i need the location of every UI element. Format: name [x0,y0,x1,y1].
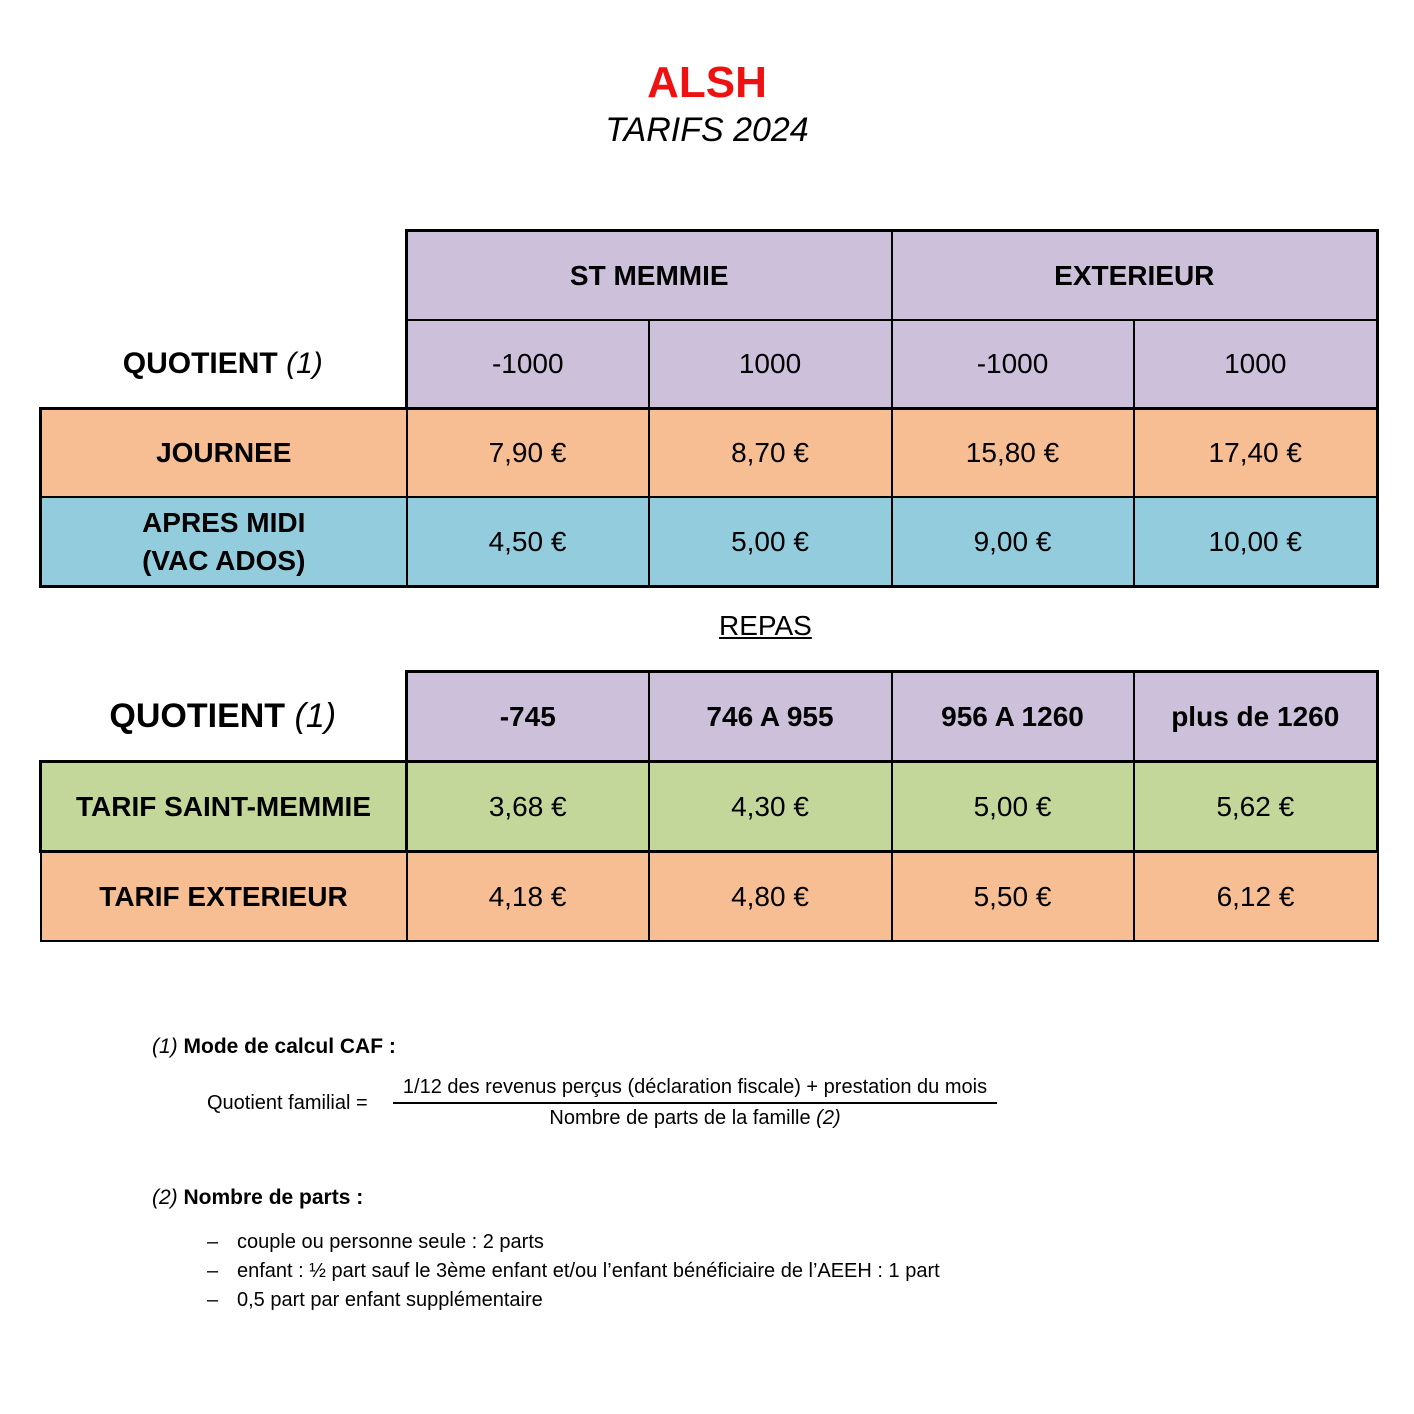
bullet-dash: – [207,1231,219,1253]
formula-fraction-bar [393,1102,997,1104]
table-cell: 9,00 € [892,497,1134,587]
quotient-label-text: QUOTIENT [122,346,278,380]
subcol-header: 1000 [649,320,892,409]
formula-denominator-text: Nombre de parts de la famille [549,1107,811,1129]
note-1-title: Mode de calcul CAF : [183,1035,396,1058]
col-header: 746 A 955 [649,672,892,762]
col-header: -745 [407,672,649,762]
quotient-label-ref: (1) [294,696,337,735]
list-item [207,1229,940,1258]
table-corner [41,231,407,321]
table-cell: 3,68 € [407,762,649,852]
subcol-header: -1000 [892,320,1134,409]
table-cell: 17,40 € [1134,409,1378,498]
page-title: ALSH [647,58,767,107]
formula-denominator-ref: (2) [816,1107,841,1129]
table-cell: 5,62 € [1134,762,1378,852]
list-item-text: enfant : ½ part sauf le 3ème enfant et/ou l’enfant bénéficiaire de l’AEEH : 1 part [237,1260,940,1282]
table-cell: 4,18 € [407,852,649,942]
row-label-line: APRES MIDI [142,506,306,538]
table-cell: 15,80 € [892,409,1134,498]
quotient-label-text: QUOTIENT [109,696,286,735]
bullet-dash: – [207,1289,219,1311]
note-2-title: Nombre de parts : [183,1186,364,1209]
table-cell: 4,50 € [407,497,649,587]
note-2-ref: (2) [152,1186,178,1209]
page-subtitle: TARIFS 2024 [605,111,809,149]
parts-list [207,1229,940,1316]
subcol-header: 1000 [1134,320,1378,409]
table-cell: 4,80 € [649,852,892,942]
note-1-heading [152,1035,396,1059]
row-label-apres-midi [41,497,407,587]
table-cell: 4,30 € [649,762,892,852]
note-1-ref: (1) [152,1035,178,1058]
quotient-label [41,320,407,409]
table-cell: 5,00 € [649,497,892,587]
list-item-text: couple ou personne seule : 2 parts [237,1231,544,1253]
row-label-journee: JOURNEE [41,409,407,498]
list-item [207,1287,940,1316]
col-header: 956 A 1260 [892,672,1134,762]
repas-tarif-table [39,670,1379,942]
quotient-label [41,672,407,762]
row-label-tarif-saint-memmie: TARIF SAINT-MEMMIE [41,762,407,852]
table-cell: 8,70 € [649,409,892,498]
col-header: plus de 1260 [1134,672,1378,762]
table-cell: 7,90 € [407,409,649,498]
row-label-tarif-exterieur: TARIF EXTERIEUR [41,852,407,942]
list-item [207,1258,940,1287]
table-cell: 6,12 € [1134,852,1378,942]
bullet-dash: – [207,1260,219,1282]
alsh-tarif-table [39,229,1379,588]
row-label-line: (VAC ADOS) [142,544,306,576]
table-cell: 5,50 € [892,852,1134,942]
table-cell: 5,00 € [892,762,1134,852]
note-2-heading [152,1186,363,1210]
table-cell: 10,00 € [1134,497,1378,587]
subcol-header: -1000 [407,320,649,409]
formula-numerator: 1/12 des revenus perçus (déclaration fiscale) + prestation du mois [402,1076,988,1098]
list-item-text: 0,5 part par enfant supplémentaire [237,1289,543,1311]
group-header-exterieur: EXTERIEUR [892,231,1378,321]
formula-left: Quotient familial = [207,1092,368,1114]
group-header-st-memmie: ST MEMMIE [407,231,892,321]
quotient-label-ref: (1) [286,346,323,380]
formula-denominator [393,1107,997,1130]
repas-title: REPAS [719,610,812,641]
